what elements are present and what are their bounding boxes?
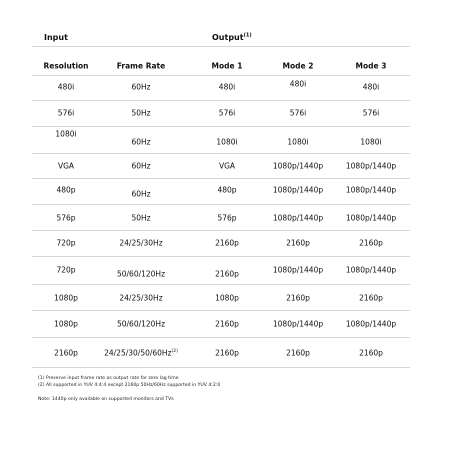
row-divider (32, 178, 410, 179)
column-header-divider (32, 75, 410, 76)
mode3-cell: 1080i (360, 137, 382, 147)
mode2-cell: 2160p (286, 348, 310, 358)
col-mode2-header: Mode 2 (282, 61, 314, 71)
frame-rate-cell: 60Hz (131, 137, 151, 147)
resolution-cell: 480i (57, 82, 75, 92)
frame-rate-cell: 24/25/30Hz (119, 293, 163, 303)
mode2-cell: 576i (289, 108, 307, 118)
mode3-cell: 1080p/1440p (345, 161, 397, 171)
col-mode3-header: Mode 3 (355, 61, 387, 71)
frame-rate-cell: 24/25/30Hz (119, 238, 163, 248)
output-group-header: Output$^{(1)}$ (212, 32, 252, 42)
row-divider (32, 126, 410, 127)
mode1-cell: 480i (218, 82, 236, 92)
resolution-cell: VGA (57, 161, 75, 171)
row-divider (32, 367, 410, 368)
input-group-header: Input (44, 33, 68, 42)
mode1-cell: 1080p (215, 293, 239, 303)
row-divider (32, 284, 410, 285)
mode2-cell: 2160p (286, 293, 310, 303)
mode2-cell: 1080p/1440p (272, 213, 324, 223)
resolution-cell: 2160p (54, 348, 78, 358)
row-divider (32, 256, 410, 257)
frame-rate-cell: 50Hz (131, 213, 151, 223)
frame-rate-cell: 24/25/30/50/60Hz$^{(2)}$ (104, 348, 178, 358)
mode1-cell: 2160p (215, 269, 239, 279)
mode1-cell: 576i (218, 108, 236, 118)
frame-rate-cell: 50/60/120Hz (116, 319, 166, 329)
mode2-cell: 1080p/1440p (272, 265, 324, 275)
row-divider (32, 337, 410, 338)
mode1-cell: VGA (218, 161, 236, 171)
frame-rate-cell: 60Hz (131, 82, 151, 92)
mode2-cell: 1080i (287, 137, 309, 147)
col-resolution-header: Resolution (43, 61, 89, 71)
mode2-cell: 1080p/1440p (272, 161, 324, 171)
row-divider (32, 310, 410, 311)
mode1-cell: 2160p (215, 348, 239, 358)
row-divider (32, 204, 410, 205)
resolution-cell: 576i (57, 108, 75, 118)
mode1-cell: 480p (217, 185, 237, 195)
output-footnote-ref: (1) (243, 32, 252, 39)
col-mode1-header: Mode 1 (211, 61, 243, 71)
resolution-cell: 480p (56, 185, 76, 195)
mode3-cell: 1080p/1440p (345, 319, 397, 329)
mode2-cell: 2160p (286, 238, 310, 248)
row-divider (32, 100, 410, 101)
resolution-cell: 720p (56, 265, 76, 275)
resolution-cell: 720p (56, 238, 76, 248)
resolution-cell: 1080p (54, 319, 78, 329)
mode3-cell: 1080p/1440p (345, 213, 397, 223)
resolution-cell: 576p (56, 213, 76, 223)
frame-rate-cell: 50Hz (131, 108, 151, 118)
mode3-cell: 2160p (359, 348, 383, 358)
frame-rate-cell: 60Hz (131, 189, 151, 199)
footnote-2: (2) All supported in YUV 4:4:4 except 2160p 50Hz/60Hz supported in YUV 4:2:0 (38, 383, 221, 388)
mode3-cell: 2160p (359, 238, 383, 248)
mode3-cell: 1080p/1440p (345, 265, 397, 275)
resolution-cell: 1080p (54, 293, 78, 303)
mode2-cell: 480i (289, 79, 307, 89)
mode1-cell: 1080i (216, 137, 238, 147)
row-divider (32, 153, 410, 154)
mode1-cell: 2160p (215, 319, 239, 329)
mode3-cell: 576i (362, 108, 380, 118)
mode2-cell: 1080p/1440p (272, 185, 324, 195)
col-frame-rate-header: Frame Rate (116, 61, 166, 71)
frame-rate-footnote-ref: (2) (171, 349, 178, 354)
mode3-cell: 2160p (359, 293, 383, 303)
mode3-cell: 480i (362, 82, 380, 92)
frame-rate-cell: 60Hz (131, 161, 151, 171)
mode1-cell: 576p (217, 213, 237, 223)
mode2-cell: 1080p/1440p (272, 319, 324, 329)
footnote-note: Note: 1440p only available on supported monitors and TVs (38, 397, 174, 402)
mode1-cell: 2160p (215, 238, 239, 248)
resolution-cell: 1080i (55, 129, 77, 139)
header-divider (32, 46, 410, 47)
row-divider (32, 230, 410, 231)
frame-rate-cell: 50/60/120Hz (116, 269, 166, 279)
mode3-cell: 1080p/1440p (345, 185, 397, 195)
footnote-1: (1) Preserve input frame rate as output rate for zero lag time (38, 376, 179, 381)
